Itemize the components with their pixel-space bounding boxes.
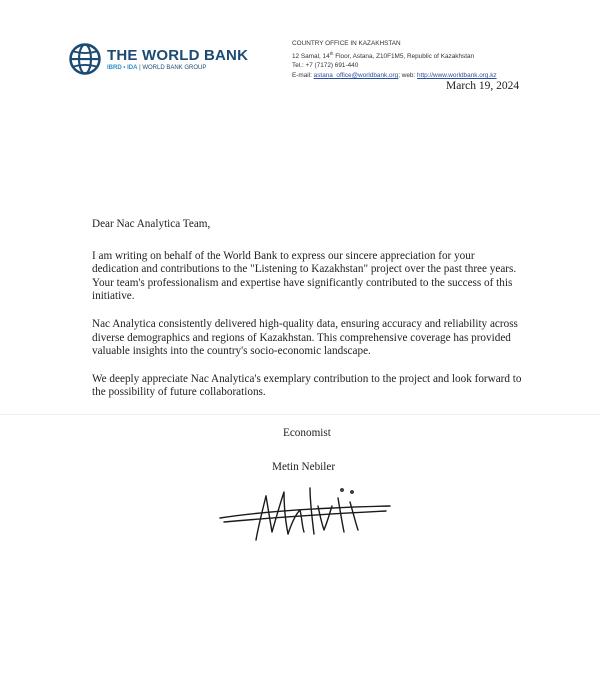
address-prefix: 12 Samal, 14 [292, 52, 330, 60]
signatory-name: Metin Nebiler [272, 461, 336, 473]
signatory-title: Economist [283, 427, 331, 439]
email-prefix: E-mail: [292, 71, 314, 79]
paragraph-3: We deeply appreciate Nac Analytica's exemplary contribution to the project and look forward to the possibility of future collaborations. [92, 372, 522, 399]
office-address [292, 39, 592, 81]
world-bank-logo [68, 42, 248, 76]
address-suffix: Floor, Astana, Z10F1M5, Republic of Kazakhstan [333, 52, 475, 60]
web-link[interactable]: http://www.worldbank.org.kz [417, 71, 497, 79]
handwritten-signature [218, 478, 394, 554]
org-sub-rest: WORLD BANK GROUP [142, 64, 207, 71]
office-title: COUNTRY OFFICE IN KAZAKHSTAN [292, 40, 401, 47]
web-prefix: ; web: [398, 71, 418, 79]
org-subtitle [107, 65, 248, 71]
letter-date: March 19, 2024 [446, 80, 520, 92]
org-sub-divider: | [139, 64, 143, 71]
org-name: THE WORLD BANK [107, 46, 249, 64]
divider [0, 414, 600, 415]
office-street [292, 49, 592, 62]
salutation: Dear Nac Analytica Team, [92, 218, 211, 230]
letter-body [92, 218, 522, 414]
letterhead [0, 0, 600, 110]
address-sup: th [329, 50, 334, 56]
paragraph-1: I am writing on behalf of the World Bank to express our sincere appreciation for your dedication and contributions to the "Listening to Kazakhstan" project over the past three years. Your team's professionalism and expertise have significantly contributed to the success of this initiative. [92, 249, 517, 303]
paragraph-2: Nac Analytica consistently delivered high-quality data, ensuring accuracy and reliability across diverse demographics and regions of Kazakhstan. This comprehensive coverage has provided valuable insights into the country's socio-economic landscape. [92, 317, 518, 358]
org-sub-accent: IBRD • IDA [107, 64, 138, 71]
globe-icon [68, 42, 102, 76]
office-phone: Tel.: +7 (7172) 691-440 [292, 62, 359, 70]
office-contacts [292, 71, 592, 81]
email-link[interactable]: astana_office@worldbank.org [313, 71, 399, 79]
